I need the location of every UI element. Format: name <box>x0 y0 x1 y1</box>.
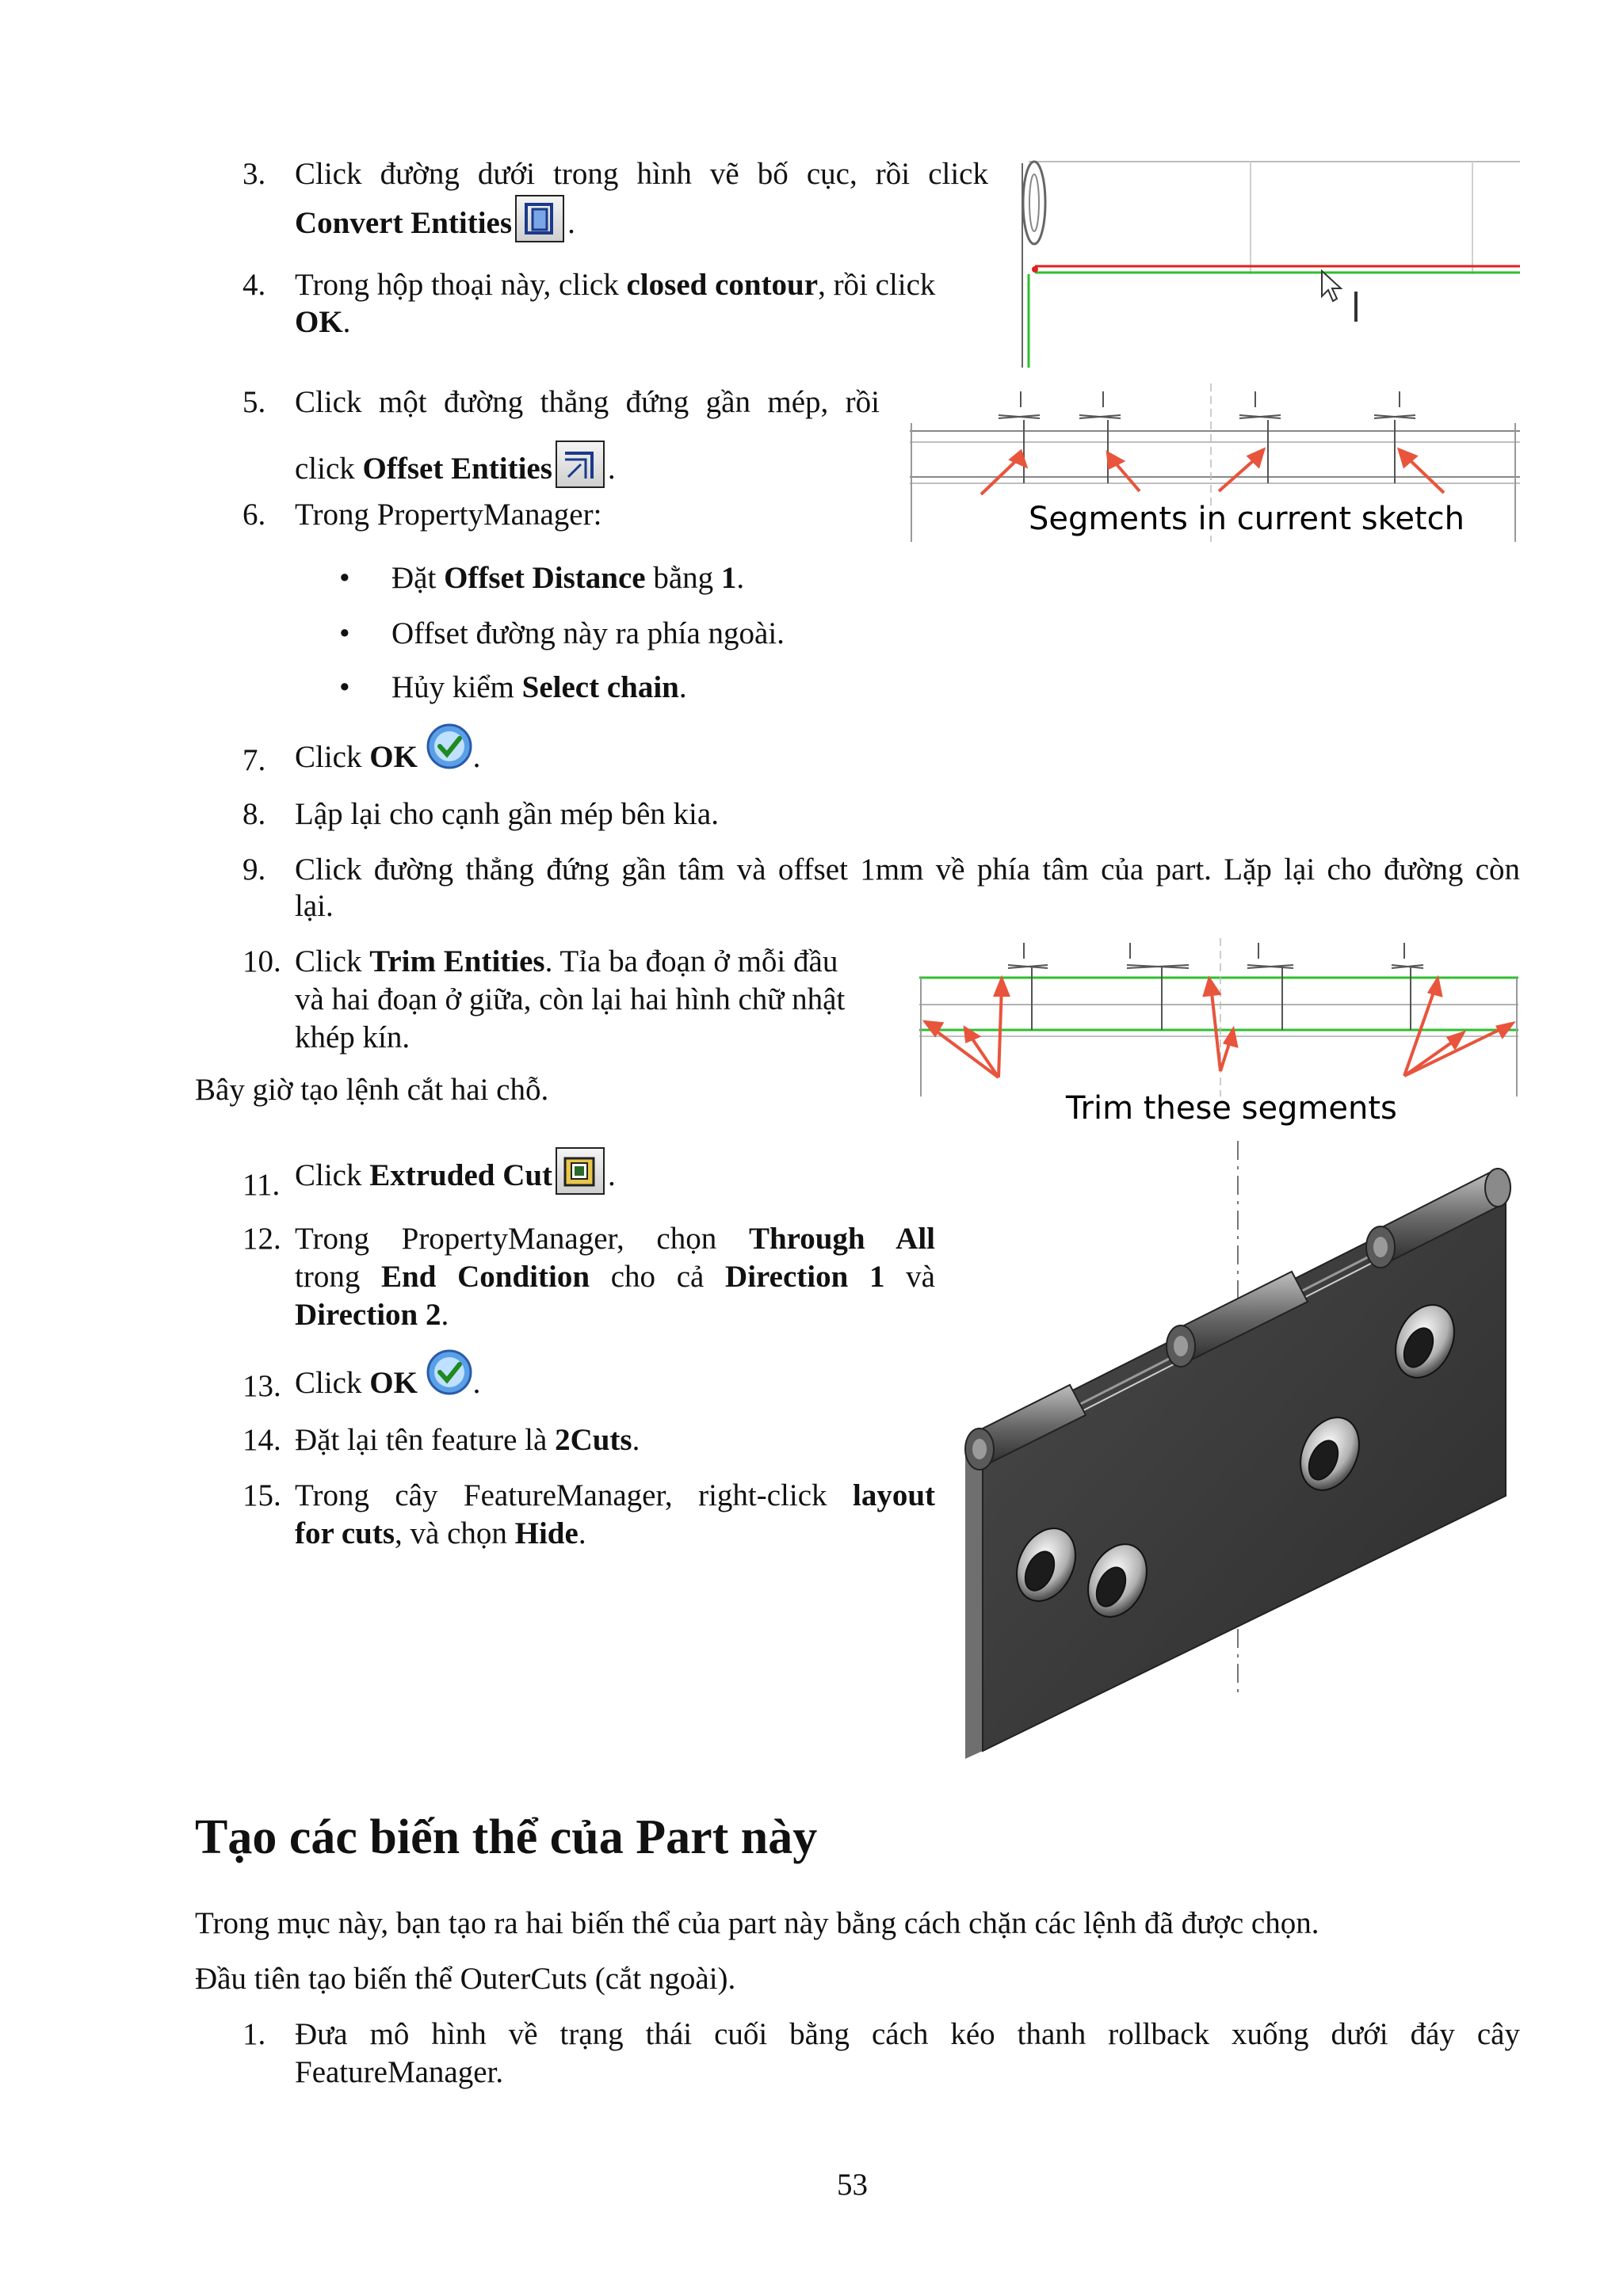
step-10-line2: và hai đoạn ở giữa, còn lại hai hình chữ nhật <box>295 982 846 1016</box>
bullet-1-b: bằng <box>645 561 721 595</box>
step-12-b2: cho cả <box>590 1260 726 1294</box>
figure-sketch-bottom-line <box>1013 155 1520 369</box>
bullet-dot: • <box>339 561 350 595</box>
final-step-line1: Đưa mô hình về trạng thái cuối bằng cách kéo thanh rollback xuống dưới đáy cây <box>295 2017 1520 2051</box>
step-number: 9. <box>242 852 266 887</box>
step-4-b: , rồi click <box>818 268 936 302</box>
paragraph-2: Đầu tiên tạo biến thể OuterCuts (cắt ngoài). <box>195 1962 736 1996</box>
bullet-2: Offset đường này ra phía ngoài. <box>391 616 785 650</box>
step-5-line2 <box>295 441 616 488</box>
bullet-3 <box>391 669 687 706</box>
step-3-line2 <box>295 195 575 242</box>
step-11-text <box>295 1147 616 1203</box>
ok-label: OK <box>295 305 343 339</box>
step-5-b: click <box>295 452 363 486</box>
bullet-dot: • <box>339 670 350 704</box>
offset-value: 1 <box>720 561 737 595</box>
step-8-text: Lập lại cho cạnh gần mép bên kia. <box>295 797 719 831</box>
direction-2-label: Direction 2 <box>295 1298 441 1332</box>
period: . <box>607 452 616 486</box>
period: . <box>567 206 575 240</box>
bullet-dot: • <box>339 616 350 650</box>
offset-entities-label: Offset Entities <box>362 452 552 486</box>
step-13-text <box>295 1348 480 1411</box>
ok-checkmark-icon <box>426 723 473 770</box>
hide-label: Hide <box>514 1516 579 1550</box>
step-6-text: Trong PropertyManager: <box>295 498 602 532</box>
bullet-1 <box>391 559 744 597</box>
step-7-text <box>295 723 480 783</box>
step-12-line1 <box>295 1220 935 1257</box>
now-cut-text: Bây giờ tạo lệnh cắt hai chỗ. <box>195 1073 549 1107</box>
step-number: 10. <box>242 944 281 978</box>
period: . <box>472 1366 481 1400</box>
closed-contour-label: closed contour <box>626 268 819 302</box>
offset-distance-label: Offset Distance <box>444 561 646 595</box>
step-10-a2: . Tỉa ba đoạn ở mỗi đầu <box>544 944 838 978</box>
step-4-text <box>295 266 988 341</box>
convert-entities-label: Convert Entities <box>295 206 513 240</box>
step-number: 3. <box>242 157 266 191</box>
bullet-1-a: Đặt <box>391 561 445 595</box>
step-14-text <box>295 1421 640 1459</box>
period: . <box>736 561 745 595</box>
trim-entities-label: Trim Entities <box>369 944 545 978</box>
step-12-line3 <box>295 1296 449 1333</box>
for-cuts-label: for cuts <box>295 1516 395 1550</box>
paragraph-1: Trong mục này, bạn tạo ra hai biến thể của part này bằng cách chặn các lệnh đã được chọn. <box>195 1906 1319 1940</box>
through-all-label: Through All <box>748 1222 936 1256</box>
step-number: 1. <box>242 2017 266 2051</box>
step-number: 5. <box>242 385 266 419</box>
step-10-a: Click <box>295 944 370 978</box>
step-15-a: Trong cây FeatureManager, right-click <box>295 1478 853 1512</box>
segments-caption: Segments in current sketch <box>1029 501 1465 537</box>
step-12-a: Trong PropertyManager, chọn <box>295 1222 749 1256</box>
step-number: 6. <box>242 498 266 532</box>
figure-trim-segments <box>919 938 1520 1128</box>
step-14-a: Đặt lại tên feature là <box>295 1423 556 1457</box>
step-15-b: , và chọn <box>395 1516 515 1550</box>
convert-entities-icon <box>515 195 564 242</box>
step-13-a: Click <box>295 1366 370 1400</box>
step-7-a: Click <box>295 740 370 774</box>
step-9-text: Click đường thẳng đứng gần tâm và offset 1mm về phía tâm của part. Lặp lại cho đường còn <box>295 852 1520 887</box>
ok-checkmark-icon <box>426 1348 473 1396</box>
ok-label: OK <box>369 740 418 774</box>
step-number: 7. <box>242 743 266 777</box>
step-12-b: trong <box>295 1260 382 1294</box>
ok-label: OK <box>369 1366 418 1400</box>
step-11-a: Click <box>295 1158 370 1192</box>
step-number: 12. <box>242 1222 281 1256</box>
step-4-a: Trong hộp thoại này, click <box>295 268 627 302</box>
period: . <box>608 1158 616 1192</box>
step-10-text <box>295 943 897 980</box>
period: . <box>342 305 351 339</box>
step-15-line2 <box>295 1515 586 1552</box>
final-step-line2: FeatureManager. <box>295 2055 504 2089</box>
feature-name-label: 2Cuts <box>555 1423 632 1457</box>
end-condition-label: End Condition <box>381 1260 590 1294</box>
period: . <box>632 1423 640 1457</box>
step-12-line2 <box>295 1258 935 1295</box>
bullet-3-a: Hủy kiểm <box>391 670 522 704</box>
step-3-text: Click đường dưới trong hình vẽ bố cục, rồi click <box>295 157 988 191</box>
figure-segments-current-sketch <box>910 383 1520 550</box>
direction-1-label: Direction 1 <box>725 1260 885 1294</box>
period: . <box>441 1298 449 1332</box>
section-title: Tạo các biến thể của Part này <box>195 1810 818 1864</box>
step-15-line1 <box>295 1477 935 1514</box>
step-number: 4. <box>242 268 266 302</box>
step-number: 13. <box>242 1369 281 1403</box>
extruded-cut-icon <box>556 1147 605 1195</box>
trim-caption: Trim these segments <box>1066 1090 1397 1127</box>
offset-entities-icon <box>556 441 605 488</box>
select-chain-label: Select chain <box>521 670 679 704</box>
period: . <box>678 670 687 704</box>
step-number: 15. <box>242 1478 281 1512</box>
step-10-line3: khép kín. <box>295 1020 411 1055</box>
period: . <box>472 740 481 774</box>
period: . <box>578 1516 586 1550</box>
step-number: 11. <box>242 1168 281 1202</box>
step-9-line2: lại. <box>295 889 334 923</box>
step-12-b3: và <box>884 1260 935 1294</box>
layout-label: layout <box>852 1478 935 1512</box>
page-number: 53 <box>837 2168 868 2202</box>
extruded-cut-label: Extruded Cut <box>369 1158 553 1192</box>
step-number: 8. <box>242 797 266 831</box>
step-5-text: Click một đường thẳng đứng gần mép, rồi <box>295 385 880 419</box>
step-number: 14. <box>242 1423 281 1457</box>
figure-hinge-part-3d <box>959 1141 1522 1759</box>
